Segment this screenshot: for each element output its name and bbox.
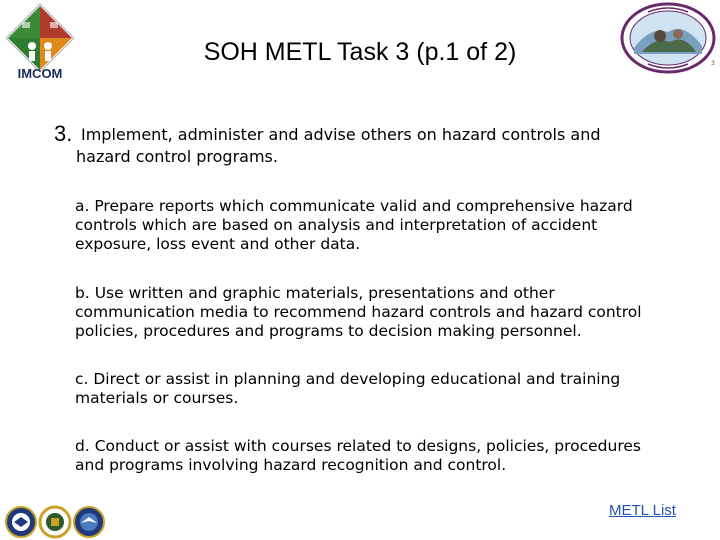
subtask-c: c. Direct or assist in planning and developing educational and training materials or courses. — [75, 370, 621, 407]
imcom-logo — [2, 2, 78, 82]
army-seal — [40, 507, 70, 537]
main-task — [54, 121, 654, 168]
air-force-seal — [74, 507, 104, 537]
task-text: Implement, administer and advise others on hazard controls and hazard control programs. — [76, 125, 601, 166]
task-number: 3. — [54, 121, 73, 146]
department-seals — [4, 505, 106, 539]
subtask-d: d. Conduct or assist with courses related to designs, policies, procedures and programs involving hazard recognition and control. — [75, 437, 641, 474]
page-title: SOH METL Task 3 (p.1 of 2) — [203, 38, 517, 66]
seal-emblem — [620, 2, 716, 74]
dod-seal — [6, 507, 36, 537]
svg-text:IMCOM: IMCOM — [17, 66, 63, 81]
subtask-a: a. Prepare reports which communicate valid and comprehensive hazard controls which are based on analysis and interpretation of accident exposure, loss event and other data. — [75, 197, 633, 253]
metl-list-link[interactable]: METL List — [609, 502, 676, 519]
page-number: 3 — [711, 60, 715, 67]
subtask-b: b. Use written and graphic materials, presentations and other communication media to recommend hazard controls and hazard control policies, procedures and programs to decision making personnel. — [75, 284, 642, 340]
